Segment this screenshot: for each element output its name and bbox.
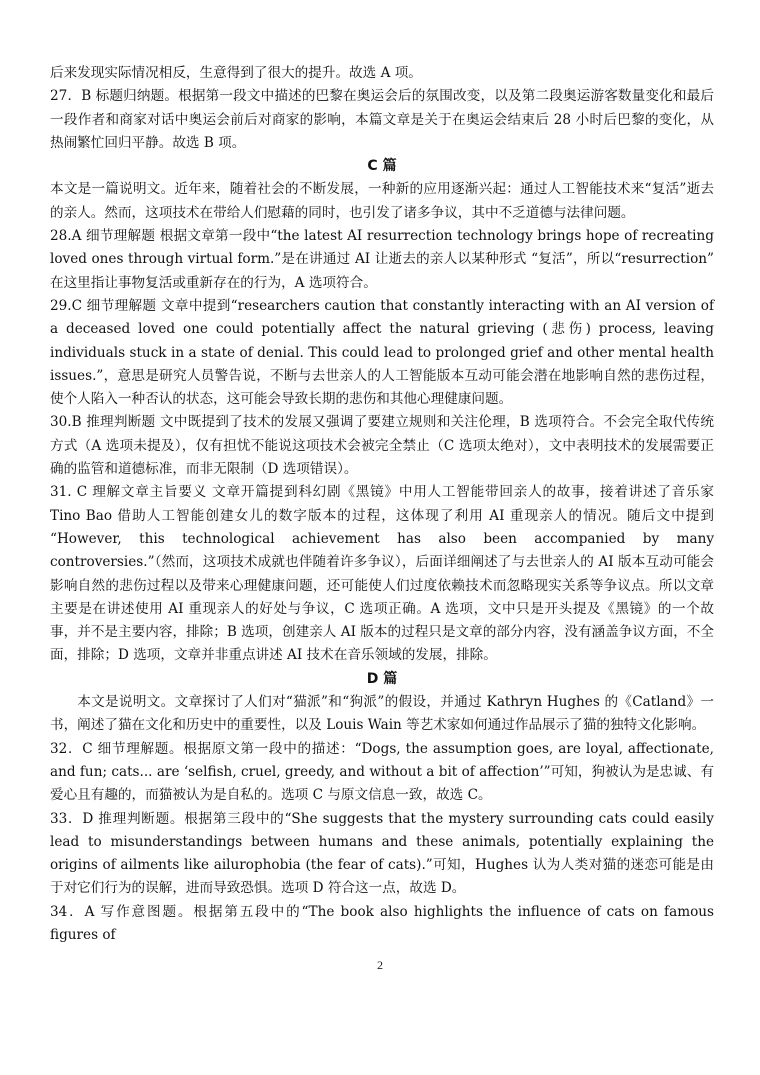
question-30-explanation: 30.B 推理判断题 文中既提到了技术的发展又强调了要建立规则和关注伦理，B 选项符合。不会完全取代传统方式（A 选项未提及），仅有担忧不能说这项技术会被完全禁止（C 选项太绝对），文中表明技术的发展需要正确的监管和道德标准，而非无限制（D 选项错误）。 — [50, 414, 714, 478]
question-28-explanation: 28.A 细节理解题 根据文章第一段中“the latest AI resurrection technology brings hope of recreating loved ones through virtual form.”是在讲通过 AI 让逝去的亲人以某种形式 “复活”，所以“resurrection” 在这里指让事物复活或重新存在的行为，A 选项符合。 — [50, 228, 714, 291]
section-heading-c: C 篇 — [367, 158, 397, 175]
section-heading-d: D 篇 — [366, 670, 398, 687]
passage-d-summary: 本文是说明文。文章探讨了人们对“猫派”和“狗派”的假设，并通过 Kathryn Hughes 的《Catland》一书，阐述了猫在文化和历史中的重要性，以及 Louis Wain 等艺术家如何通过作品展示了猫的独特文化影响。 — [50, 694, 714, 734]
document-body — [50, 62, 714, 947]
passage-c-summary: 本文是一篇说明文。近年来，随着社会的不断发展，一种新的应用逐渐兴起：通过人工智能技术来“复活”逝去的亲人。然而，这项技术在带给人们慰藉的同时，也引发了诸多争议，其中不乏道德与法律问题。 — [50, 181, 714, 221]
question-27-explanation: 27．B 标题归纳题。根据第一段文中描述的巴黎在奥运会后的氛围改变，以及第二段奥运游客数量变化和最后一段作者和商家对话中奥运会前后对商家的影响，本篇文章是关于在奥运会结束后 28 小时后巴黎的变化，从热闹繁忙回归平静。故选 B 项。 — [50, 88, 714, 151]
question-34-explanation: 34．A 写作意图题。根据第五段中的“The book also highlights the influence of cats on famous figures of — [50, 903, 714, 943]
question-33-explanation: 33．D 推理判断题。根据第三段中的“She suggests that the mystery surrounding cats could easily lead to misunderstandings between humans and these animals, potentially explaining the origins of ailments like ailurophobia (the fear of cats).”可知，Hughes 认为人类对猫的迷恋可能是由于对它们行为的误解，进而导致恐惧。选项 D 符合这一点，故选 D。 — [50, 810, 714, 897]
question-32-explanation: 32．C 细节理解题。根据原文第一段中的描述：“Dogs, the assumption goes, are loyal, affectionate, and fun; cats... are ‘selfish, cruel, greedy, and without a bit of affection’”可知，狗被认为是忠诚、有爱心且有趣的，而猫被认为是自私的。选项 C 与原文信息一致，故选 C。 — [50, 740, 714, 804]
question-31-explanation: 31. C 理解文章主旨要义 文章开篇提到科幻剧《黑镜》中用人工智能带回亲人的故事，接着讲述了音乐家 Tino Bao 借助人工智能创建女儿的数字版本的过程，这体现了利用 AI 重现亲人的情况。随后文中提到 “However, this technological achievement has also been accompanied by many controversies.”（然而，这项技术成就也伴随着许多争议），后面详细阐述了与去世亲人的 AI 版本互动可能会影响自然的悲伤过程以及带来心理健康问题，还可能使人们过度依赖技术而忽略现实关系等争议点。所以文章主要是在讲述使用 AI 重现亲人的好处与争议，C 选项正确。A 选项，文中只是开头提及《黑镜》的一个故事，并不是主要内容，排除；B 选项，创建亲人 AI 版本的过程只是文章的部分内容，没有涵盖争议方面，不全面，排除；D 选项，文章并非重点讲述 AI 技术在音乐领域的发展，排除。 — [50, 484, 714, 664]
question-29-explanation: 29.C 细节理解题 文章中提到“researchers caution that constantly interacting with an AI version of a deceased loved one could potentially affect the natural grieving (悲伤) process, leaving individuals stuck in a state of denial. This could lead to prolonged grief and other mental health issues.”，意思是研究人员警告说，不断与去世亲人的人工智能版本互动可能会潜在地影响自然的悲伤过程，使个人陷入一种否认的状态，这可能会导致长期的悲伤和其他心理健康问题。 — [50, 297, 714, 408]
paragraph: 后来发现实际情况相反，生意得到了很大的提升。故选 A 项。 — [50, 65, 422, 81]
page-number: 2 — [377, 958, 383, 972]
